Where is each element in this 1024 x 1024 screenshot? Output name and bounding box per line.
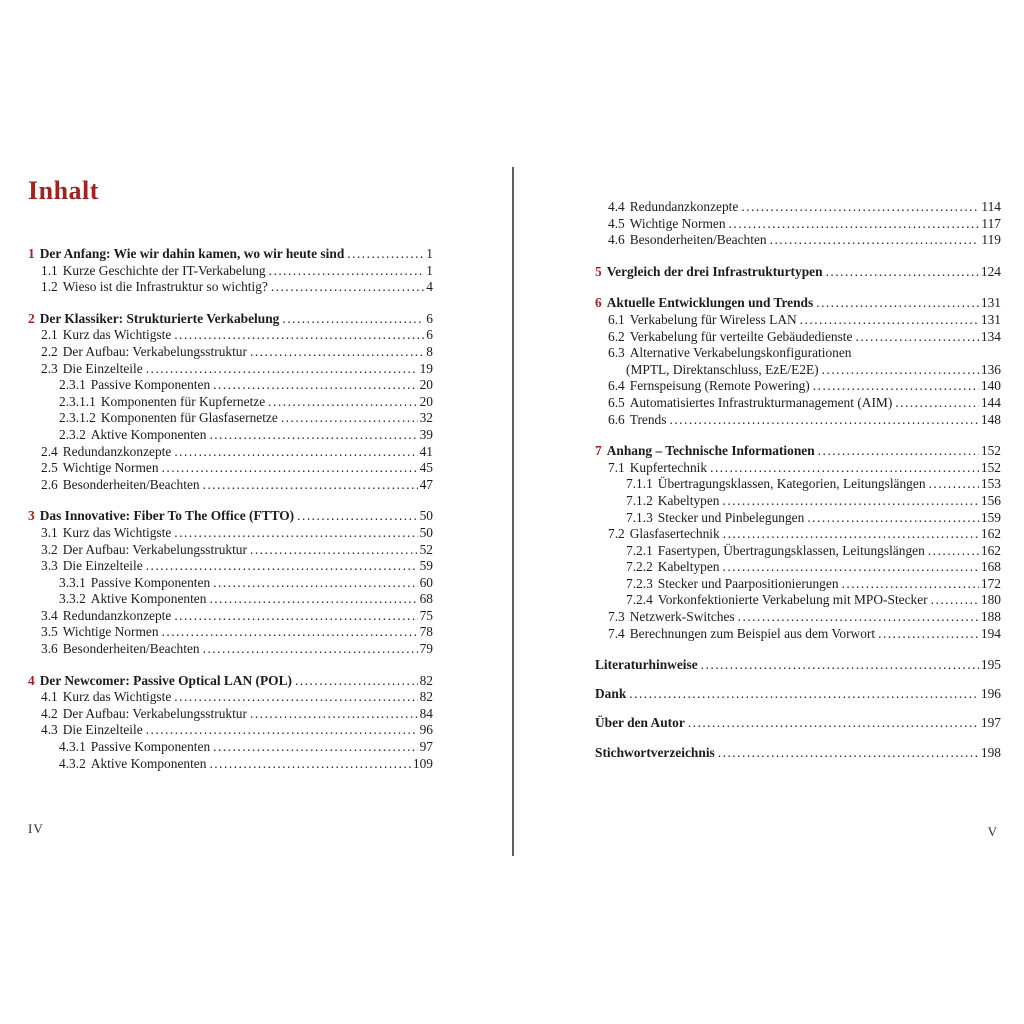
toc-entry bbox=[595, 476, 1001, 493]
toc-entry bbox=[28, 624, 433, 641]
toc-entry-number: 4.2 bbox=[41, 705, 58, 721]
toc-page-number: 172 bbox=[980, 575, 1001, 591]
toc-page-number: 82 bbox=[419, 672, 433, 688]
toc-entry bbox=[595, 609, 1001, 626]
toc-entry-number: 6.3 bbox=[608, 345, 625, 361]
toc-page-number: 136 bbox=[980, 361, 1001, 377]
toc-entry-title: Kupfertechnik bbox=[629, 459, 708, 475]
toc-page-left bbox=[28, 178, 433, 772]
toc-entry bbox=[595, 232, 1001, 249]
toc-entry bbox=[28, 394, 433, 411]
toc-column-left bbox=[28, 246, 433, 772]
toc-entry-title: Anhang – Technische Informationen bbox=[606, 443, 815, 459]
toc-page-number: 144 bbox=[980, 394, 1001, 410]
toc-entry bbox=[595, 216, 1001, 233]
toc-entry-title: Trends bbox=[629, 411, 667, 427]
toc-entry-number: 3.1 bbox=[41, 524, 58, 540]
toc-entry bbox=[28, 410, 433, 427]
toc-section bbox=[595, 657, 1001, 674]
dot-leader bbox=[729, 216, 980, 233]
dot-leader bbox=[738, 609, 979, 626]
toc-entry-number: 4.3 bbox=[41, 722, 58, 738]
dot-leader bbox=[203, 477, 418, 494]
dot-leader bbox=[209, 591, 417, 608]
toc-entry-title: Wichtige Normen bbox=[62, 624, 159, 640]
toc-entry bbox=[28, 591, 433, 608]
toc-page-number: 134 bbox=[980, 328, 1001, 344]
toc-page-number: 195 bbox=[980, 657, 1001, 673]
toc-entry bbox=[595, 329, 1001, 346]
toc-entry-title: Stichwortverzeichnis bbox=[595, 744, 715, 760]
dot-leader bbox=[146, 361, 418, 378]
toc-section bbox=[595, 199, 1001, 249]
toc-entry-number: 2.6 bbox=[41, 476, 58, 492]
toc-column-right bbox=[595, 199, 1001, 761]
toc-page-number: 194 bbox=[980, 625, 1001, 641]
dot-leader bbox=[723, 526, 979, 543]
toc-entry-number: 7.2.2 bbox=[626, 559, 653, 575]
toc-entry-title: Wieso ist die Infrastruktur so wichtig? bbox=[62, 279, 268, 295]
toc-page-number: 41 bbox=[419, 443, 433, 459]
toc-chapter-entry bbox=[28, 508, 433, 525]
toc-entry-title: Stecker und Pinbelegungen bbox=[657, 509, 805, 525]
toc-entry-number: 7.2.3 bbox=[626, 575, 653, 591]
toc-page-number: 114 bbox=[981, 199, 1001, 214]
toc-page-number: 109 bbox=[412, 755, 433, 771]
toc-page-number: 152 bbox=[980, 459, 1001, 475]
toc-entry-number: 2.1 bbox=[41, 327, 58, 343]
page-divider-line bbox=[512, 167, 514, 856]
toc-entry-title: Passive Komponenten bbox=[90, 377, 211, 393]
toc-entry-number: 7.2.1 bbox=[626, 542, 653, 558]
toc-entry-number: 2.3.1.2 bbox=[59, 410, 96, 426]
dot-leader bbox=[818, 443, 979, 460]
toc-entry bbox=[595, 526, 1001, 543]
toc-entry-title: Wichtige Normen bbox=[62, 460, 159, 476]
toc-page-number: 82 bbox=[419, 689, 433, 705]
toc-entry bbox=[28, 525, 433, 542]
toc-entry-title: Der Aufbau: Verkabelungsstruktur bbox=[62, 541, 247, 557]
dot-leader bbox=[281, 410, 418, 427]
toc-entry-title: Vorkonfektionierte Verkabelung mit MPO-Stecker bbox=[657, 592, 928, 608]
toc-entry-title: Die Einzelteile bbox=[62, 360, 143, 376]
toc-entry-number: 2.3 bbox=[41, 360, 58, 376]
toc-entry bbox=[28, 477, 433, 494]
dot-leader bbox=[629, 686, 979, 703]
dot-leader bbox=[928, 543, 979, 560]
toc-page-number: 50 bbox=[419, 524, 433, 540]
toc-entry-title: Passive Komponenten bbox=[90, 739, 211, 755]
dot-leader bbox=[931, 592, 979, 609]
dot-leader bbox=[822, 362, 979, 379]
toc-page-number: 124 bbox=[980, 263, 1001, 279]
toc-entry-number: 6.1 bbox=[608, 311, 625, 327]
dot-leader bbox=[929, 476, 979, 493]
toc-page-number: 32 bbox=[419, 410, 433, 426]
toc-entry bbox=[595, 460, 1001, 477]
toc-entry-title: Passive Komponenten bbox=[90, 574, 211, 590]
toc-page-number: 156 bbox=[980, 492, 1001, 508]
toc-chapter-entry bbox=[595, 295, 1001, 312]
toc-entry bbox=[595, 543, 1001, 560]
dot-leader bbox=[250, 706, 418, 723]
toc-entry-title: Automatisiertes Infrastrukturmanagement (AIM) bbox=[629, 394, 893, 410]
toc-entry-number: 3.2 bbox=[41, 541, 58, 557]
toc-page-number: 117 bbox=[981, 215, 1001, 231]
toc-page-number: 152 bbox=[980, 443, 1001, 459]
toc-entry-title: (MPTL, Direktanschluss, EzE/E2E) bbox=[626, 361, 819, 377]
toc-entry bbox=[595, 745, 1001, 762]
toc-page-number: 162 bbox=[980, 526, 1001, 542]
toc-page-number: 20 bbox=[419, 393, 433, 409]
toc-entry bbox=[595, 592, 1001, 609]
dot-leader bbox=[800, 312, 979, 329]
toc-entry bbox=[28, 344, 433, 361]
toc-entry-number: 2.3.1 bbox=[59, 377, 86, 393]
toc-entry-title: Redundanzkonzepte bbox=[62, 607, 172, 623]
toc-entry bbox=[28, 641, 433, 658]
toc-entry-number: 4 bbox=[28, 672, 35, 688]
toc-entry bbox=[28, 279, 433, 296]
toc-entry bbox=[595, 576, 1001, 593]
toc-entry-number: 3.3.2 bbox=[59, 591, 86, 607]
toc-entry-number: 7.3 bbox=[608, 609, 625, 625]
toc-page-right bbox=[595, 199, 1001, 761]
dot-leader bbox=[710, 460, 979, 477]
dot-leader bbox=[174, 444, 417, 461]
toc-entry-title: Besonderheiten/Beachten bbox=[62, 641, 200, 657]
toc-entry-number: 6.5 bbox=[608, 394, 625, 410]
toc-page-number: 78 bbox=[419, 624, 433, 640]
dot-leader bbox=[816, 295, 979, 312]
toc-entry bbox=[595, 559, 1001, 576]
dot-leader bbox=[855, 329, 978, 346]
toc-page-number: 6 bbox=[426, 310, 433, 326]
toc-entry bbox=[28, 263, 433, 280]
toc-page-number: 188 bbox=[980, 609, 1001, 625]
toc-entry-number: 2 bbox=[28, 310, 35, 326]
toc-entry-number: 3 bbox=[28, 508, 35, 524]
toc-entry bbox=[28, 361, 433, 378]
toc-page-number: 60 bbox=[419, 574, 433, 590]
dot-leader bbox=[146, 558, 418, 575]
toc-entry-title: Der Aufbau: Verkabelungsstruktur bbox=[62, 343, 247, 359]
toc-entry-number: 3.4 bbox=[41, 607, 58, 623]
toc-entry bbox=[28, 608, 433, 625]
dot-leader bbox=[688, 715, 979, 732]
toc-entry-number: 4.5 bbox=[608, 215, 625, 231]
dot-leader bbox=[213, 575, 417, 592]
dot-leader bbox=[268, 394, 417, 411]
dot-leader bbox=[347, 246, 424, 263]
toc-entry bbox=[595, 686, 1001, 703]
toc-page-number: 52 bbox=[419, 541, 433, 557]
toc-entry bbox=[595, 345, 1001, 362]
dot-leader bbox=[895, 395, 979, 412]
toc-page-number: 131 bbox=[980, 295, 1001, 311]
toc-entry-title: Aktive Komponenten bbox=[90, 755, 207, 771]
toc-section bbox=[28, 246, 433, 296]
toc-entry bbox=[28, 739, 433, 756]
toc-entry-title: Übertragungsklassen, Kategorien, Leitungslängen bbox=[657, 476, 926, 492]
toc-page-number: 59 bbox=[419, 558, 433, 574]
toc-section bbox=[595, 745, 1001, 762]
toc-entry-number: 2.2 bbox=[41, 343, 58, 359]
toc-entry-number: 2.4 bbox=[41, 443, 58, 459]
toc-entry-number: 1.2 bbox=[41, 279, 58, 295]
toc-section bbox=[595, 264, 1001, 281]
toc-entry-title: Die Einzelteile bbox=[62, 722, 143, 738]
toc-entry bbox=[595, 312, 1001, 329]
dot-leader bbox=[146, 722, 418, 739]
toc-entry-title: Alternative Verkabelungskonfigurationen bbox=[629, 345, 852, 361]
toc-entry-number: 6.6 bbox=[608, 411, 625, 427]
toc-page-number: 140 bbox=[980, 378, 1001, 394]
toc-entry-title: Redundanzkonzepte bbox=[629, 199, 739, 214]
toc-entry-title: Komponenten für Kupfernetze bbox=[100, 393, 266, 409]
toc-entry-number: 3.3.1 bbox=[59, 574, 86, 590]
toc-entry-title: Besonderheiten/Beachten bbox=[62, 476, 200, 492]
dot-leader bbox=[295, 673, 418, 690]
toc-page-number: 197 bbox=[980, 715, 1001, 731]
toc-page-number: 20 bbox=[419, 377, 433, 393]
toc-entry-number: 2.3.1.1 bbox=[59, 393, 96, 409]
dot-leader bbox=[718, 745, 979, 762]
toc-entry bbox=[595, 362, 1001, 379]
toc-entry bbox=[28, 756, 433, 773]
toc-entry bbox=[595, 378, 1001, 395]
toc-section bbox=[595, 295, 1001, 428]
toc-page-number: 4 bbox=[426, 279, 433, 295]
toc-page-number: 39 bbox=[419, 426, 433, 442]
toc-section bbox=[595, 686, 1001, 703]
dot-leader bbox=[213, 739, 417, 756]
toc-entry-title: Über den Autor bbox=[595, 715, 685, 731]
toc-entry bbox=[28, 427, 433, 444]
toc-entry-number: 4.1 bbox=[41, 689, 58, 705]
toc-entry-number: 2.3.2 bbox=[59, 426, 86, 442]
toc-entry-title: Netzwerk-Switches bbox=[629, 609, 735, 625]
toc-entry-title: Besonderheiten/Beachten bbox=[629, 232, 767, 248]
toc-entry-number: 3.5 bbox=[41, 624, 58, 640]
toc-entry-title: Kabeltypen bbox=[657, 492, 720, 508]
toc-entry-title: Das Innovative: Fiber To The Office (FTTO) bbox=[39, 508, 295, 524]
toc-entry-number: 7.1.1 bbox=[626, 476, 653, 492]
toc-entry-number: 7.2.4 bbox=[626, 592, 653, 608]
toc-entry-title: Der Newcomer: Passive Optical LAN (POL) bbox=[39, 672, 292, 688]
toc-entry-title: Der Klassiker: Strukturierte Verkabelung bbox=[39, 310, 280, 326]
toc-entry-title: Redundanzkonzepte bbox=[62, 443, 172, 459]
dot-leader bbox=[213, 377, 417, 394]
dot-leader bbox=[250, 542, 418, 559]
toc-page-number: 119 bbox=[981, 232, 1001, 248]
toc-entry-number: 1.1 bbox=[41, 262, 58, 278]
toc-entry-title: Aktive Komponenten bbox=[90, 426, 207, 442]
toc-entry-number: 2.5 bbox=[41, 460, 58, 476]
dot-leader bbox=[701, 657, 979, 674]
toc-entry-number: 4.3.1 bbox=[59, 739, 86, 755]
toc-page-number: 68 bbox=[419, 591, 433, 607]
toc-page-number: 50 bbox=[419, 508, 433, 524]
toc-page-number: 159 bbox=[980, 509, 1001, 525]
dot-leader bbox=[878, 626, 979, 643]
toc-entry-title: Aktuelle Entwicklungen und Trends bbox=[606, 295, 814, 311]
toc-entry-title: Literaturhinweise bbox=[595, 657, 698, 673]
toc-page-number: 131 bbox=[980, 311, 1001, 327]
toc-section bbox=[28, 311, 433, 494]
dot-leader bbox=[269, 263, 425, 280]
toc-section bbox=[28, 673, 433, 773]
toc-entry-title: Kurz das Wichtigste bbox=[62, 524, 172, 540]
toc-page-number: 6 bbox=[426, 327, 433, 343]
toc-entry-title: Berechnungen zum Beispiel aus dem Vorwort bbox=[629, 625, 876, 641]
toc-entry-title: Fasertypen, Übertragungsklassen, Leitungslängen bbox=[657, 542, 925, 558]
dot-leader bbox=[813, 378, 979, 395]
toc-entry bbox=[28, 444, 433, 461]
dot-leader bbox=[174, 327, 424, 344]
toc-entry bbox=[28, 377, 433, 394]
toc-entry-title: Kurz das Wichtigste bbox=[62, 689, 172, 705]
page-number-left: IV bbox=[28, 821, 44, 836]
toc-entry bbox=[595, 510, 1001, 527]
toc-heading: Inhalt bbox=[28, 176, 99, 205]
toc-page-number: 84 bbox=[419, 705, 433, 721]
dot-leader bbox=[162, 624, 418, 641]
toc-entry-number: 6.4 bbox=[608, 378, 625, 394]
toc-chapter-entry bbox=[595, 264, 1001, 281]
dot-leader bbox=[826, 264, 979, 281]
toc-entry bbox=[595, 493, 1001, 510]
toc-entry bbox=[28, 722, 433, 739]
toc-entry-number: 6.2 bbox=[608, 328, 625, 344]
dot-leader bbox=[741, 199, 979, 216]
dot-leader bbox=[174, 608, 417, 625]
toc-page-number: 96 bbox=[419, 722, 433, 738]
dot-leader bbox=[282, 311, 424, 328]
toc-page-number: 8 bbox=[426, 343, 433, 359]
toc-entry-title: Kurz das Wichtigste bbox=[62, 327, 172, 343]
toc-entry-number: 1 bbox=[28, 246, 35, 261]
toc-page-number: 75 bbox=[419, 607, 433, 623]
dot-leader bbox=[297, 508, 417, 525]
toc-entry-number: 7.4 bbox=[608, 625, 625, 641]
dot-leader bbox=[842, 576, 979, 593]
toc-page-number: 1 bbox=[426, 246, 433, 261]
toc-entry-number: 3.3 bbox=[41, 558, 58, 574]
toc-entry bbox=[595, 626, 1001, 643]
toc-entry-title: Fernspeisung (Remote Powering) bbox=[629, 378, 810, 394]
toc-page-number: 97 bbox=[419, 739, 433, 755]
dot-leader bbox=[807, 510, 979, 527]
toc-page-number: 45 bbox=[419, 460, 433, 476]
toc-entry-title: Kurze Geschichte der IT-Verkabelung bbox=[62, 262, 266, 278]
toc-page-number: 196 bbox=[980, 686, 1001, 702]
toc-page-number: 1 bbox=[426, 262, 433, 278]
toc-entry bbox=[28, 542, 433, 559]
toc-entry-title: Verkabelung für Wireless LAN bbox=[629, 311, 797, 327]
dot-leader bbox=[770, 232, 980, 249]
toc-entry-number: 6 bbox=[595, 295, 602, 311]
toc-entry-title: Vergleich der drei Infrastrukturtypen bbox=[606, 263, 823, 279]
toc-entry-title: Kabeltypen bbox=[657, 559, 720, 575]
toc-chapter-entry bbox=[28, 246, 433, 263]
toc-entry bbox=[595, 412, 1001, 429]
toc-entry-title: Wichtige Normen bbox=[629, 215, 726, 231]
toc-section bbox=[595, 443, 1001, 642]
toc-section bbox=[595, 715, 1001, 732]
toc-entry-title: Die Einzelteile bbox=[62, 558, 143, 574]
toc-entry-title: Der Anfang: Wie wir dahin kamen, wo wir heute sind bbox=[39, 246, 345, 261]
toc-entry bbox=[28, 460, 433, 477]
dot-leader bbox=[203, 641, 418, 658]
dot-leader bbox=[271, 279, 424, 296]
toc-entry-number: 3.6 bbox=[41, 641, 58, 657]
toc-entry-number: 7 bbox=[595, 443, 602, 459]
toc-page-number: 79 bbox=[419, 641, 433, 657]
toc-page-number: 180 bbox=[980, 592, 1001, 608]
toc-entry bbox=[28, 558, 433, 575]
toc-entry-number: 5 bbox=[595, 263, 602, 279]
toc-entry-title: Glasfasertechnik bbox=[629, 526, 720, 542]
toc-entry bbox=[595, 715, 1001, 732]
toc-page-number: 198 bbox=[980, 744, 1001, 760]
toc-page-number: 19 bbox=[419, 360, 433, 376]
dot-leader bbox=[669, 412, 978, 429]
dot-leader bbox=[250, 344, 424, 361]
dot-leader bbox=[174, 689, 417, 706]
toc-page-number: 168 bbox=[980, 559, 1001, 575]
toc-entry-number: 4.6 bbox=[608, 232, 625, 248]
toc-entry-number: 7.1 bbox=[608, 459, 625, 475]
toc-page-number: 148 bbox=[980, 411, 1001, 427]
toc-entry-title: Stecker und Paarpositionierungen bbox=[657, 575, 839, 591]
dot-leader bbox=[723, 559, 979, 576]
toc-chapter-entry bbox=[28, 311, 433, 328]
toc-entry bbox=[595, 395, 1001, 412]
toc-entry-number: 7.1.3 bbox=[626, 509, 653, 525]
toc-entry bbox=[595, 199, 1001, 216]
dot-leader bbox=[723, 493, 979, 510]
toc-entry-number: 4.3.2 bbox=[59, 755, 86, 771]
toc-entry-title: Dank bbox=[595, 686, 627, 702]
toc-section bbox=[28, 508, 433, 657]
toc-page-number: 162 bbox=[980, 542, 1001, 558]
toc-entry bbox=[28, 575, 433, 592]
toc-entry-title: Komponenten für Glasfasernetze bbox=[100, 410, 278, 426]
toc-entry-number: 7.2 bbox=[608, 526, 625, 542]
toc-entry bbox=[595, 657, 1001, 674]
toc-entry bbox=[28, 327, 433, 344]
dot-leader bbox=[209, 756, 410, 773]
toc-chapter-entry bbox=[28, 673, 433, 690]
toc-chapter-entry bbox=[595, 443, 1001, 460]
toc-entry-number: 7.1.2 bbox=[626, 492, 653, 508]
dot-leader bbox=[162, 460, 418, 477]
toc-page-number: 47 bbox=[419, 476, 433, 492]
toc-entry bbox=[28, 689, 433, 706]
page-number-right: V bbox=[987, 824, 998, 839]
toc-entry-title: Verkabelung für verteilte Gebäudedienste bbox=[629, 328, 853, 344]
dot-leader bbox=[209, 427, 417, 444]
toc-page-number: 153 bbox=[980, 476, 1001, 492]
toc-entry-title: Aktive Komponenten bbox=[90, 591, 207, 607]
toc-entry bbox=[28, 706, 433, 723]
toc-entry-title: Der Aufbau: Verkabelungsstruktur bbox=[62, 705, 247, 721]
dot-leader bbox=[174, 525, 417, 542]
toc-entry-number: 4.4 bbox=[608, 199, 625, 214]
